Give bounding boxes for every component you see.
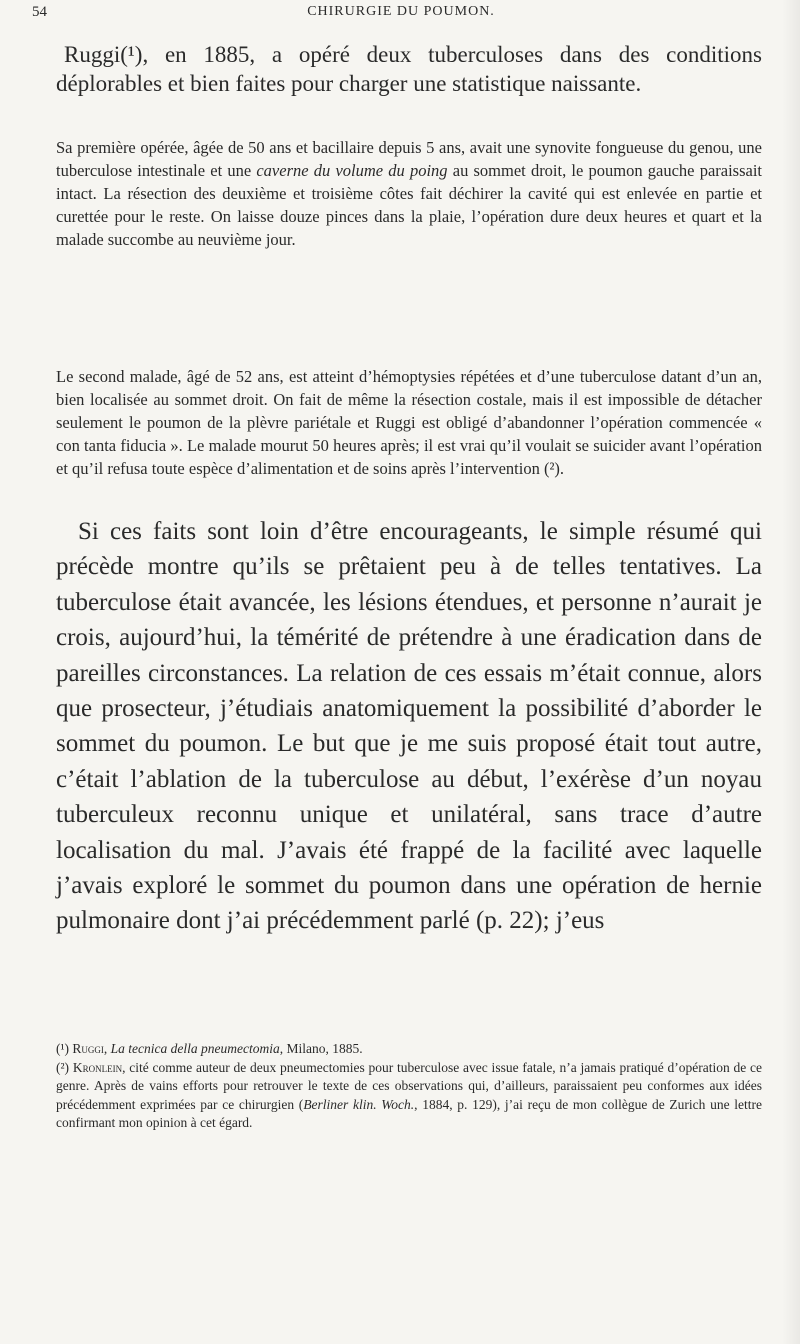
case-one-emphasis: caverne du volume du poing (256, 161, 448, 180)
footnote-2-mark: (²) (56, 1059, 73, 1075)
footnotes (56, 1040, 762, 1133)
lead-paragraph (56, 40, 762, 98)
case-one-text-b: au sommet droit, le poumon gauche paraissait intact. La résection des deuxième et troisième côtes fait déchirer la cavité qui est enlevée en partie et curettée pour le reste. On laisse douze pinces dans la plaie, l’opération dure deux heures et quart et la malade succombe au neuvième jour. (56, 161, 762, 249)
case-two-paragraph (56, 365, 762, 480)
page-number: 54 (32, 4, 47, 20)
footnote-2-text-b: , 1884, p. 129), j’ai reçu de mon collègue de Zurich une lettre confirmant mon opinion à cet égard. (56, 1096, 763, 1130)
case-two-text-a: Le second malade, âgé de 52 ans, est atteint d’hémoptysies répétées et d’une tuberculose datant d’un an, bien localisée au sommet droit. On fait de même la résection costale, mais il est impossible de détacher seulement le poumon de la plèvre pariétale et Ruggi est obligé d’abandonner l’opération commencée « con tanta fiducia ». Le malade mourut 50 heures après; il est vrai qu’il voulait se suicider avant l’opération et qu’il refusa toute espèce d’alimentation et de soins après l’intervention (56, 367, 762, 478)
main-paragraph: Si ces faits sont loin d’être encourageants, le simple résumé qui précède montre qu’ils se prêtaient peu à de telles tentatives. La tuberculose était avancée, les lésions étendues, et personne n’aurait je crois, aujourd’hui, la témérité de prétendre à une éradication dans de pareilles circonstances. La relation de ces essais m’était connue, alors que prosecteur, j’étudiais anatomiquement la possibilité d’aborder le sommet du poumon. Le but que je me suis proposé était tout autre, c’était l’ablation de la tuberculose au début, l’exérèse d’un noyau tuberculeux reconnu unique et unilatéral, sans trace d’autre localisation du mal. J’avais été frappé de la facilité avec laquelle j’avais exploré le sommet du poumon dans une opération de hernie pulmonaire dont j’ai précédemment parlé (p. 22); j’eus (56, 518, 762, 935)
footnote-2 (56, 1059, 762, 1133)
lead-paragraph-text: , en 1885, a opéré deux tuberculoses dans des conditions déplorables et bien faites pour charger une statistique naissante. (56, 42, 762, 96)
footnote-ref-2[interactable]: (²) (543, 459, 560, 478)
case-two-text-b: . (559, 459, 565, 478)
case-one-text-a: Sa première opérée, âgée de 50 ans et bacillaire depuis 5 ans, avait une synovite fongueuse du genou, une tuberculose intestinale et une (56, 138, 762, 180)
footnote-2-journal: Berliner klin. Woch. (303, 1096, 415, 1112)
page-edge-shadow (782, 0, 800, 1344)
footnote-1 (56, 1040, 762, 1059)
footnote-1-rest: , Milano, 1885. (279, 1041, 363, 1056)
author-name: Ruggi (64, 42, 121, 67)
footnote-1-author: Ruggi (72, 1041, 104, 1056)
footnote-2-author: Kronlein (72, 1059, 123, 1075)
case-one-paragraph (56, 136, 762, 251)
footnote-ref-1[interactable]: (¹) (120, 42, 143, 67)
footnote-1-mark: (¹) (56, 1041, 73, 1056)
running-header (32, 4, 770, 26)
footnote-2-text-a: , cité comme auteur de deux pneumectomies pour tuberculose avec issue fatale, n’a jamais pratiqué d’opération de ce genre. Après de vains efforts pour retrouver le texte de ces observations qui, d’ailleurs, paraissaient peu conformes aux idées précédemment exprimées par ce chirurgien ( (56, 1059, 762, 1112)
footnote-1-sep: , (103, 1041, 111, 1056)
running-title: CHIRURGIE DU POUMON. (307, 4, 495, 19)
footnote-1-title: La tecnica della pneumectomia (110, 1041, 280, 1056)
